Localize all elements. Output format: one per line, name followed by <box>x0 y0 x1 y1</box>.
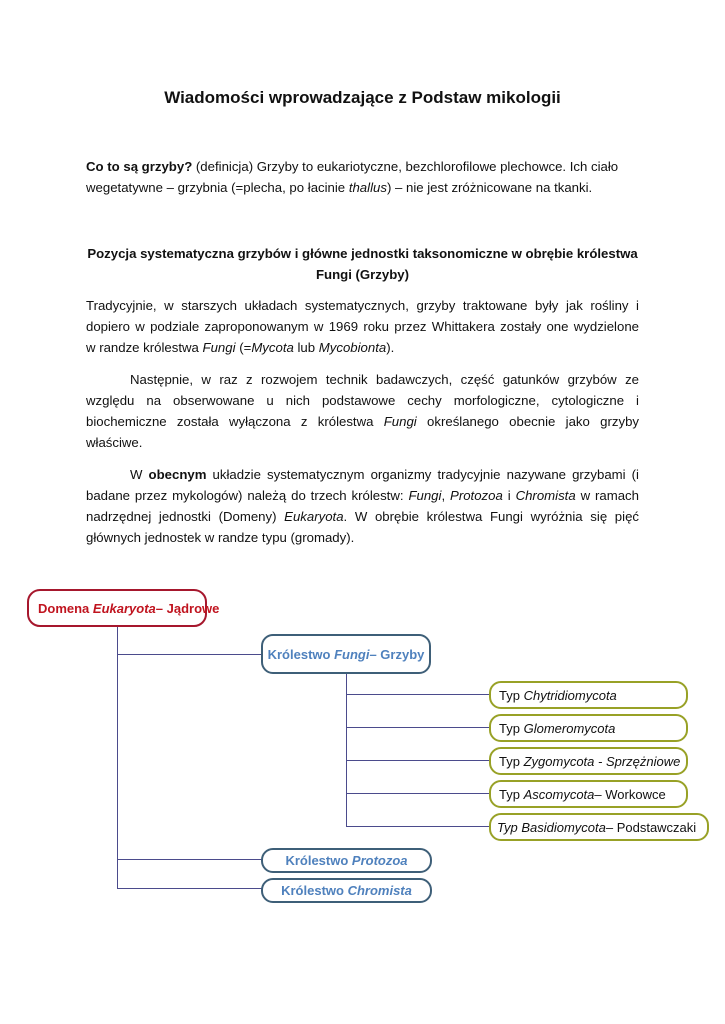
term-mycobionta: Mycobionta <box>318 340 387 355</box>
phylum-node <box>489 714 688 742</box>
text: . W obrębie królestwa Fungi wyróżnia się pięć <box>343 509 639 524</box>
term-fungi: Fungi <box>408 488 442 503</box>
kingdom-protozoa-node <box>261 848 432 873</box>
text: W <box>130 467 149 482</box>
term-mycota: Mycota <box>251 340 294 355</box>
node-taxon: Eukaryota <box>92 600 156 616</box>
definition-text: (definicja) Grzyby to eukariotyczne, bezchlorofilowe plechowce. Ich ciało <box>192 159 619 174</box>
node-taxon: Zygomycota - Sprzężniowe <box>523 753 681 769</box>
node-label: Królestwo <box>285 853 349 868</box>
kingdom-chromista-node <box>261 878 432 903</box>
text: w ramach <box>575 488 639 503</box>
paragraph-line: głównych jednostek w randze typu (gromady). <box>86 530 355 545</box>
paragraph-line: Tradycyjnie, w starszych układach systematycznych, grzyby traktowane były jak rośliny i <box>86 298 639 313</box>
text: nadrzędnej jednostki (Domeny) <box>86 509 285 524</box>
text: badane przez mykologów) należą do trzech królestw: <box>86 488 409 503</box>
definition-term: thallus <box>348 180 387 195</box>
node-label: Królestwo <box>267 646 331 662</box>
term-protozoa: Protozoa <box>450 488 503 503</box>
domain-node <box>27 589 220 627</box>
phylum-node <box>489 813 709 841</box>
text: , <box>441 488 451 503</box>
page-title: Wiadomości wprowadzające z Podstaw mikologii <box>164 88 561 107</box>
node-label: Typ <box>499 687 520 703</box>
section-heading-line-1: Pozycja systematyczna grzybów i główne jednostki taksonomiczne w obrębie królestwa <box>87 246 638 261</box>
text: określanego obecnie jako grzyby <box>416 414 639 429</box>
phylum-node <box>489 747 688 775</box>
definition-text: ) – nie jest zróżnicowane na tkanki. <box>386 180 593 195</box>
kingdom-fungi-node <box>261 634 431 674</box>
node-label: Typ <box>499 753 520 769</box>
text: ). <box>386 340 395 355</box>
phylum-node <box>489 681 688 709</box>
node-label: – Workowce <box>594 786 666 802</box>
paragraph-line: Następnie, w raz z rozwojem technik badawczych, część gatunków grzybów ze <box>130 372 639 387</box>
term-fungi: Fungi <box>202 340 236 355</box>
phylum-node <box>489 780 688 808</box>
paragraph-line: dopiero w podziale zaproponowanym w 1969 roku przez Whittakera zostały one wydzielone <box>86 319 639 334</box>
node-label: Królestwo <box>281 883 344 898</box>
paragraph-line: właściwe. <box>86 435 143 450</box>
node-label: Domena <box>38 600 90 616</box>
node-taxon: Protozoa <box>351 853 408 868</box>
node-label: – Podstawczaki <box>605 819 697 835</box>
text: i <box>502 488 516 503</box>
text: biochemiczne została wyłączona z królestwa <box>86 414 384 429</box>
text: (= <box>235 340 252 355</box>
node-label: – Grzyby <box>369 646 425 662</box>
node-label: Typ <box>499 720 520 736</box>
node-taxon: Chromista <box>347 883 412 898</box>
text: w randze królestwa <box>86 340 203 355</box>
term-chromista: Chromista <box>515 488 576 503</box>
node-taxon: Fungi <box>334 646 370 662</box>
node-label: – Jądrowe <box>155 600 220 616</box>
definition-question: Co to są grzyby? <box>86 159 193 174</box>
term-eukaryota: Eukaryota <box>284 509 344 524</box>
node-taxon: Glomeromycota <box>523 720 616 736</box>
text: układzie systematycznym organizmy tradycyjnie nazywane grzybami (i <box>206 467 639 482</box>
section-heading-line-2: Fungi (Grzyby) <box>315 267 410 282</box>
node-taxon: Chytridiomycota <box>523 687 617 703</box>
text: lub <box>293 340 319 355</box>
node-label: Typ <box>499 786 520 802</box>
term-fungi: Fungi <box>383 414 417 429</box>
paragraph-line: względu na obserwowane u nich podstawowe cechy morfologiczne, cytologiczne i <box>86 393 639 408</box>
node-taxon: Ascomycota <box>523 786 595 802</box>
definition-text: wegetatywne – grzybnia (=plecha, po łacinie <box>86 180 349 195</box>
emphasis: obecnym <box>148 467 207 482</box>
node-taxon: Typ Basidiomycota <box>497 819 606 835</box>
